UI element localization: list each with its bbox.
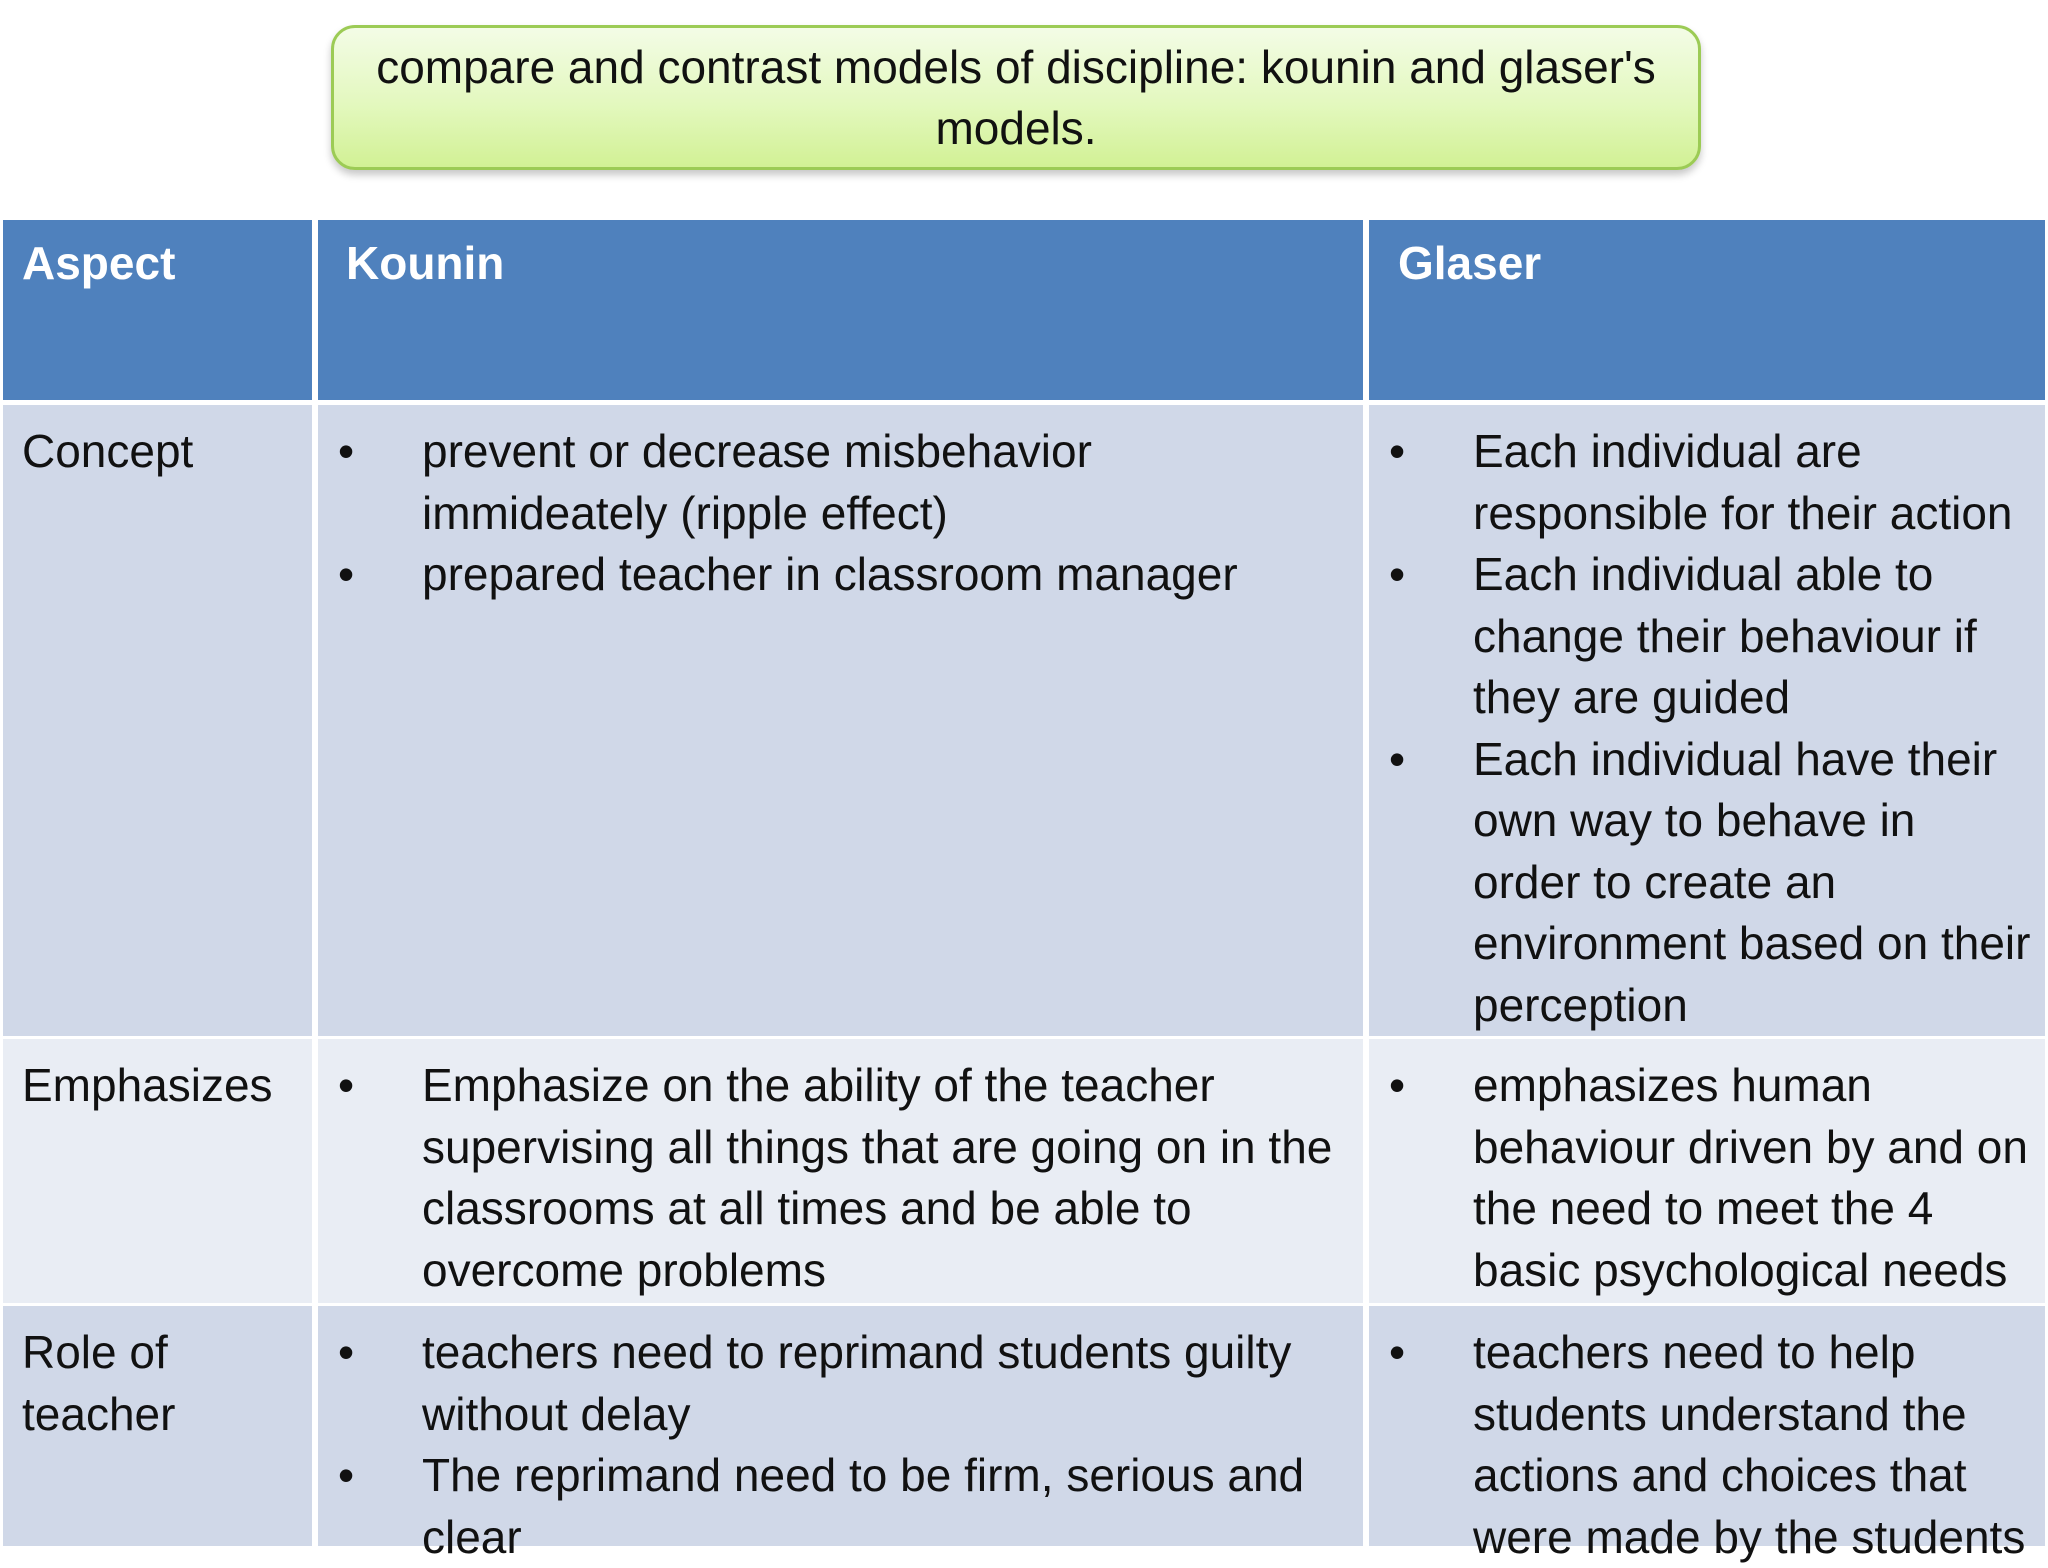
kounin-bullet-list: [338, 421, 1343, 606]
aspect-cell: Concept: [0, 405, 315, 1036]
glaser-bullet-list: [1389, 1322, 2035, 1568]
comparison-table: [0, 220, 2048, 1563]
bullet-item: • Each individual able to change their behaviour if they are guided: [1389, 544, 2035, 729]
table-row-concept: [0, 405, 2048, 1039]
kounin-cell: [315, 1306, 1366, 1563]
bullet-item: • prepared teacher in classroom manager: [338, 544, 1343, 606]
header-glaser: Glaser: [1366, 220, 2048, 400]
bullet-item: • Emphasize on the ability of the teacher supervising all things that are going on in the classrooms at all times and be able to overcome problems: [338, 1055, 1343, 1301]
table-header-row: [0, 220, 2048, 405]
kounin-cell: [315, 405, 1366, 1036]
kounin-cell: [315, 1039, 1366, 1303]
bullet-item: • teachers need to reprimand students guilty without delay: [338, 1322, 1343, 1445]
bullet-item: • The reprimand need to be firm, serious and clear: [338, 1445, 1343, 1568]
glaser-cell: [1366, 1039, 2048, 1303]
bullet-item: • prevent or decrease misbehavior immideately (ripple effect): [338, 421, 1343, 544]
aspect-cell: Role of teacher: [0, 1306, 315, 1546]
header-aspect: Aspect: [0, 220, 315, 400]
slide-title-box: [331, 25, 1701, 170]
table-row-emphasizes: [0, 1039, 2048, 1306]
glaser-cell: [1366, 405, 2048, 1036]
glaser-bullet-list: [1389, 1055, 2035, 1301]
header-kounin: Kounin: [315, 220, 1366, 400]
bullet-item: • teachers need to help students understand the actions and choices that were made by the students: [1389, 1322, 2035, 1568]
slide-title: compare and contrast models of discipline: kounin and glaser's models.: [376, 40, 1656, 154]
table-row-role-of-teacher: [0, 1306, 2048, 1563]
bullet-item: • emphasizes human behaviour driven by and on the need to meet the 4 basic psychological needs: [1389, 1055, 2035, 1301]
kounin-bullet-list: [338, 1322, 1343, 1568]
bullet-item: • Each individual are responsible for their action: [1389, 421, 2035, 544]
glaser-bullet-list: [1389, 421, 2035, 1036]
bullet-item: • Each individual have their own way to behave in order to create an environment based on their perception: [1389, 729, 2035, 1037]
glaser-cell: [1366, 1306, 2048, 1563]
aspect-cell: Emphasizes: [0, 1039, 315, 1303]
kounin-bullet-list: [338, 1055, 1343, 1301]
